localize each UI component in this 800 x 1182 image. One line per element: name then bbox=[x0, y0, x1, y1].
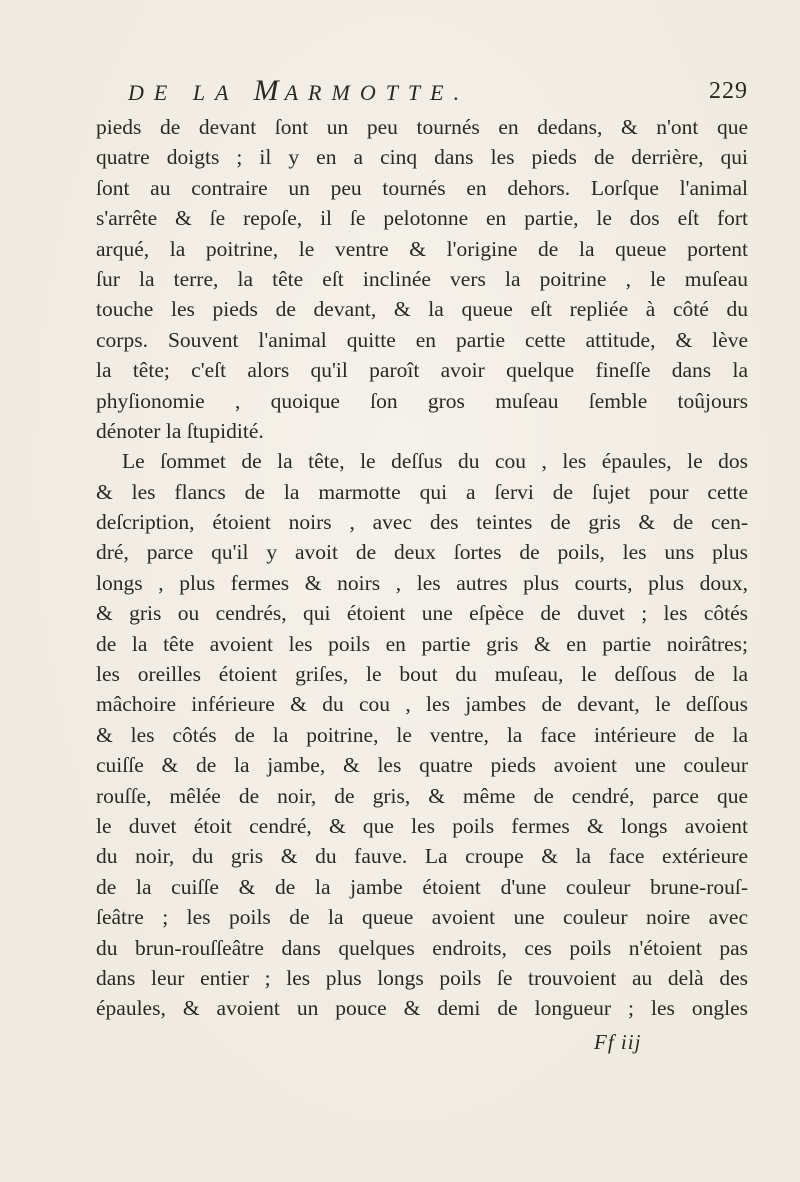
running-title bbox=[128, 74, 469, 108]
text-line: dans leur entier ; les plus longs poils ſe trouvoient au delà des bbox=[96, 965, 748, 990]
text-line: touche les pieds de devant, & la queue eſt repliée à côté du bbox=[96, 297, 748, 322]
text-line: de la tête avoient les poils en partie gris & en partie noirâtres; bbox=[96, 631, 748, 656]
body-text bbox=[96, 112, 748, 1024]
text-line: de la cuiſſe & de la jambe étoient d'une couleur brune-rouſ- bbox=[96, 874, 748, 899]
text-line: & gris ou cendrés, qui étoient une eſpèce de duvet ; les côtés bbox=[96, 601, 748, 626]
paragraph-2 bbox=[96, 446, 748, 1023]
text-line: quatre doigts ; il y en a cinq dans les pieds de derrière, qui bbox=[96, 145, 748, 170]
text-line: arqué, la poitrine, le ventre & l'origine de la queue portent bbox=[96, 236, 748, 261]
text-line: dénoter la ſtupidité. bbox=[96, 418, 264, 443]
text-line: du brun-rouſſeâtre dans quelques endroits, ces poils n'étoient pas bbox=[96, 935, 748, 960]
text-line: longs , plus fermes & noirs , les autres plus courts, plus doux, bbox=[96, 570, 748, 595]
text-line: corps. Souvent l'animal quitte en partie cette attitude, & lève bbox=[96, 327, 748, 352]
text-line: ſont au contraire un peu tournés en dehors. Lorſque l'animal bbox=[96, 175, 748, 200]
page-number: 229 bbox=[709, 78, 748, 104]
text-line: phyſionomie , quoique ſon gros muſeau ſemble toûjours bbox=[96, 388, 748, 413]
running-title-prefix: DE LA bbox=[128, 80, 254, 105]
text-line: épaules, & avoient un pouce & demi de longueur ; les ongles bbox=[96, 996, 748, 1021]
paragraph-1 bbox=[96, 112, 748, 446]
text-line: le duvet étoit cendré, & que les poils fermes & longs avoient bbox=[96, 813, 748, 838]
running-title-rest: ARMOTTE. bbox=[284, 80, 470, 105]
text-line: & les côtés de la poitrine, le ventre, la face intérieure de la bbox=[96, 722, 748, 747]
text-line: & les flancs de la marmotte qui a ſervi de ſujet pour cette bbox=[96, 479, 748, 504]
text-line: la tête; c'eſt alors qu'il paroît avoir quelque fineſſe dans la bbox=[96, 358, 748, 383]
text-line: pieds de devant ſont un peu tournés en dedans, & n'ont que bbox=[96, 115, 748, 139]
running-title-initial: M bbox=[253, 74, 285, 107]
text-line: rouſſe, mêlée de noir, de gris, & même de cendré, parce que bbox=[96, 783, 748, 808]
text-line: du noir, du gris & du fauve. La croupe & la face extérieure bbox=[96, 844, 748, 869]
text-line: les oreilles étoient griſes, le bout du muſeau, le deſſous de la bbox=[96, 662, 748, 687]
signature-mark: Ff iij bbox=[594, 1030, 642, 1054]
text-line: s'arrête & ſe repoſe, il ſe pelotonne en partie, le dos eſt fort bbox=[96, 206, 748, 231]
text-line: Le ſommet de la tête, le deſſus du cou , les épaules, le dos bbox=[122, 449, 748, 474]
text-line: dré, parce qu'il y avoit de deux ſortes de poils, les uns plus bbox=[96, 540, 748, 565]
text-line: ſur la terre, la tête eſt inclinée vers la poitrine , le muſeau bbox=[96, 266, 748, 291]
text-line: mâchoire inférieure & du cou , les jambes de devant, le deſſous bbox=[96, 692, 748, 717]
running-header bbox=[128, 74, 748, 114]
text-line: cuiſſe & de la jambe, & les quatre pieds avoient une couleur bbox=[96, 753, 748, 778]
text-line: ſeâtre ; les poils de la queue avoient une couleur noire avec bbox=[96, 905, 748, 930]
text-line: deſcription, étoient noirs , avec des teintes de gris & de cen- bbox=[96, 510, 748, 535]
